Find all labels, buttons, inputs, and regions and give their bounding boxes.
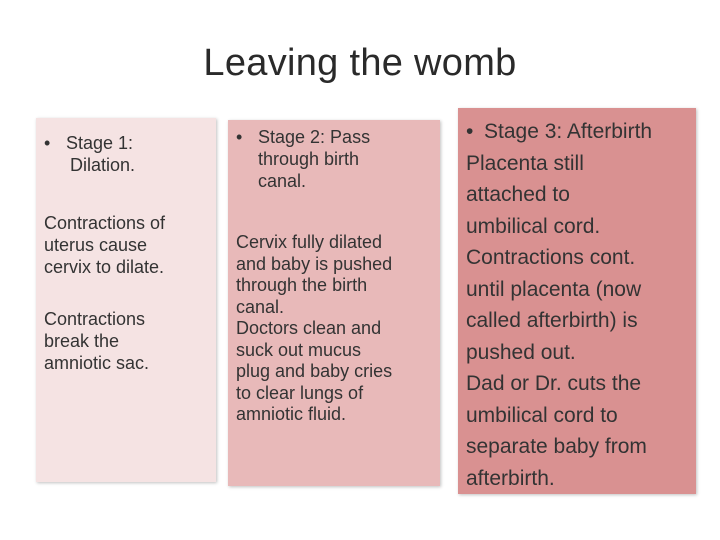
stage-1-heading: Stage 1:	[66, 133, 134, 153]
stage-2-box	[228, 120, 440, 486]
stage-3-heading: Stage 3: Afterbirth	[484, 120, 653, 143]
stage-2-paragraph: Cervix fully dilated and baby is pushed through the birth canal. Doctors clean and suck out mucus plug and baby cries to clear lungs of amniotic fluid.	[236, 232, 393, 424]
stage-1-subheading: Dilation.	[70, 155, 136, 175]
stage-3-box	[458, 108, 696, 494]
stage-3-heading-line	[466, 116, 690, 148]
stage-1-box	[36, 118, 216, 482]
stage-1-paragraph-2: Contractions break the amniotic sac.	[44, 309, 150, 373]
stage-1-paragraph-1: Contractions of uterus cause cervix to dilate.	[44, 213, 166, 277]
stage-1-heading-line	[44, 132, 208, 154]
bullet-icon: •	[466, 120, 474, 143]
stage-2-heading: Stage 2: Pass through birth canal.	[258, 127, 371, 191]
slide-title: Leaving the womb	[203, 42, 517, 84]
bullet-icon: •	[44, 133, 51, 153]
stage-3-body: Placenta still attached to umbilical cord. Contractions cont. until placenta (now called afterbirth) is pushed out. Dad or Dr. cuts the umbilical cord to separate baby from afterbirth.	[466, 151, 647, 490]
bullet-icon: •	[236, 127, 243, 147]
stage-2-heading-line	[236, 126, 430, 192]
